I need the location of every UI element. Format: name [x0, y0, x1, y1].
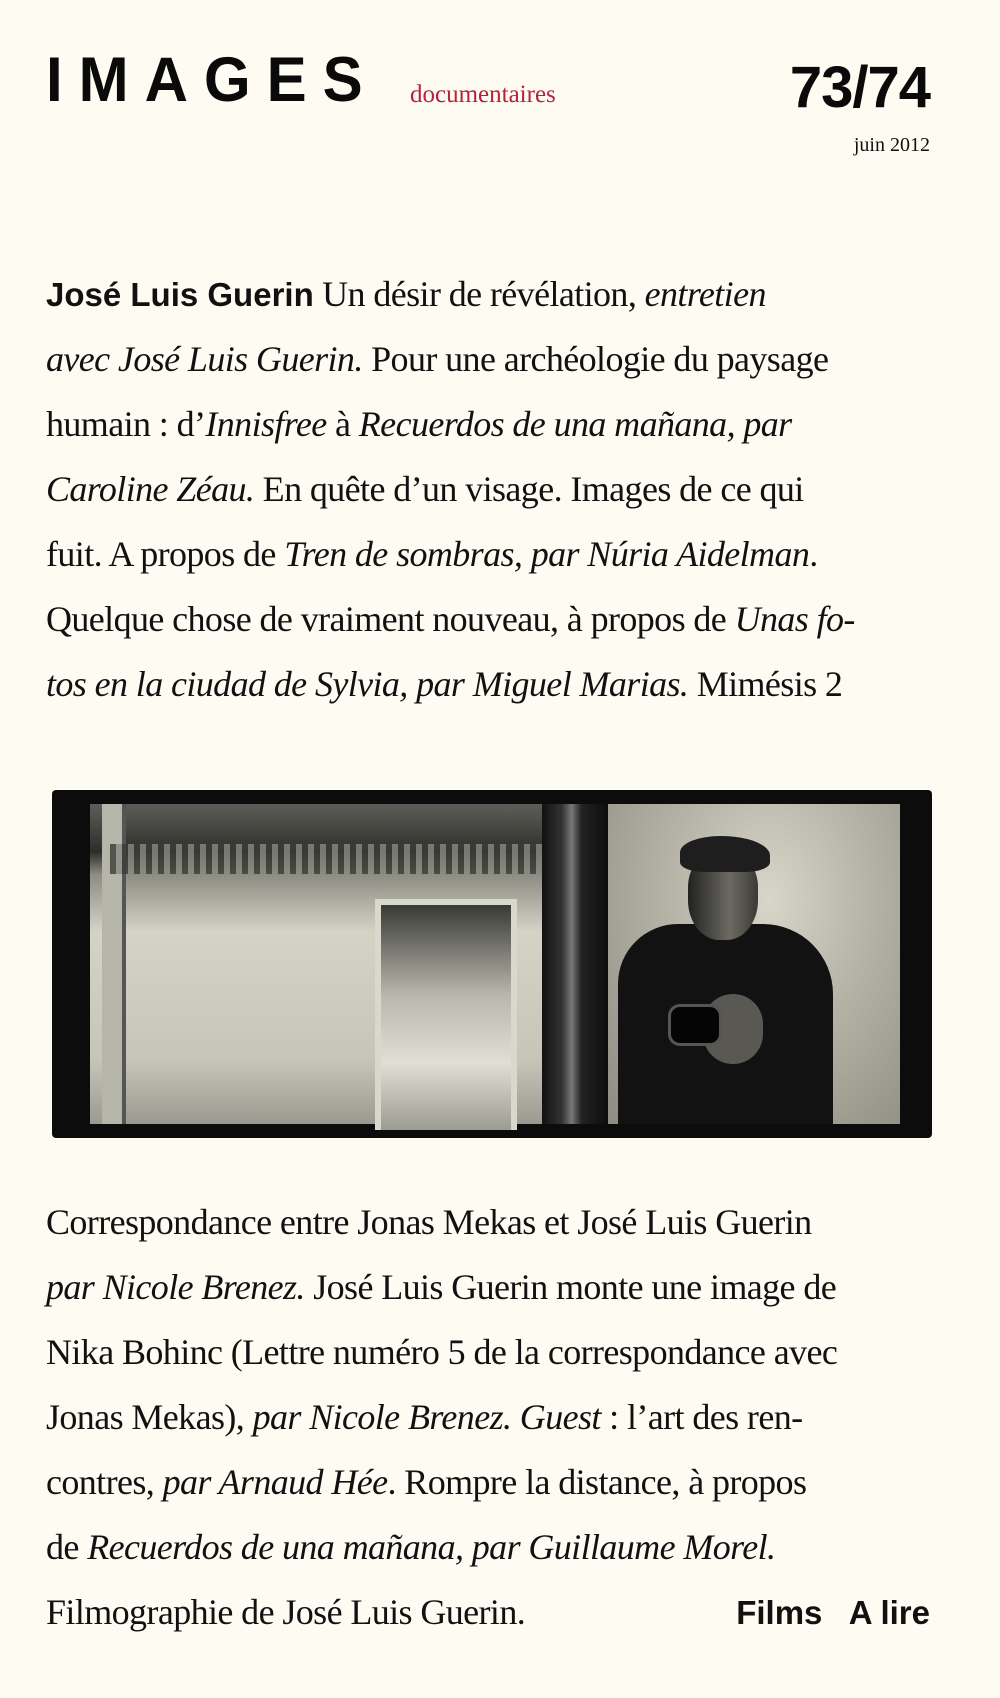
contents-line [46, 327, 930, 392]
contents-line [46, 1515, 930, 1580]
contents-line [46, 457, 930, 522]
magazine-subtitle: documentaires [410, 81, 556, 108]
contents-line [46, 652, 930, 717]
contents-text: Filmographie de José Luis Guerin. [46, 1592, 526, 1632]
photo-mirror-edge [542, 804, 608, 1124]
contents-text: tos en la ciudad de Sylvia, par Miguel Marias. [46, 664, 689, 704]
contents-text: Mimésis 2 [688, 664, 843, 704]
contents-text: Tren de sombras, par Núria Aidelman [284, 534, 810, 574]
contents-text: avec José Luis Guerin. [46, 339, 363, 379]
contents-text: Nika Bohinc (Lettre numéro 5 de la correspondance avec [46, 1332, 838, 1372]
contents-text: humain : d’ [46, 404, 206, 444]
cover-photo [52, 790, 932, 1138]
contents-text: : l’art des ren- [600, 1397, 803, 1437]
magazine-title: IMAGES [46, 44, 379, 115]
issue-date: juin 2012 [853, 134, 930, 156]
contents-line [46, 1450, 930, 1515]
issue-number: 73/74 [789, 55, 930, 120]
contents-text: par Nicole Brenez. [46, 1267, 305, 1307]
contents-text: Innisfree [205, 404, 327, 444]
contents-line [46, 1255, 930, 1320]
contents-text: Caroline Zéau. [46, 469, 255, 509]
contents-line [46, 1580, 930, 1645]
contents-text: . Rompre la distance, à propos [387, 1462, 807, 1502]
contents-text: Pour une archéologie du paysage [362, 339, 829, 379]
contents-text: Jonas Mekas), [46, 1397, 253, 1437]
contents-bottom [46, 1190, 930, 1645]
contents-text: par Nicole Brenez. Guest [252, 1397, 601, 1437]
contents-line [46, 1190, 930, 1255]
contents-text: par Arnaud Hée [162, 1462, 388, 1502]
contents-line [46, 1320, 930, 1385]
contents-text: Recuerdos de una mañana, par [358, 404, 792, 444]
contents-line [46, 262, 930, 327]
contents-line [46, 1385, 930, 1450]
contents-text: entretien [644, 274, 766, 314]
contents-line [46, 522, 930, 587]
contents-line [46, 587, 930, 652]
contents-text: Unas fo- [734, 599, 855, 639]
section-heading: Films A lire [736, 1594, 930, 1631]
doorway [375, 899, 517, 1130]
contents-text: . [809, 534, 818, 574]
contents-text: fuit. A propos de [46, 534, 285, 574]
contents-text: de [46, 1527, 88, 1567]
contents-text: En quête d’un visage. Images de ce qui [254, 469, 804, 509]
contents-text: contres, [46, 1462, 163, 1502]
section-heading: José Luis Guerin [46, 276, 314, 313]
photo-room-panel [90, 804, 542, 1124]
camera-icon [668, 1004, 722, 1046]
contents-line [46, 392, 930, 457]
contents-text: Un désir de révélation, [313, 274, 645, 314]
contents-top [46, 262, 930, 717]
contents-text: José Luis Guerin monte une image de [304, 1267, 837, 1307]
contents-text: Quelque chose de vraiment nouveau, à propos de [46, 599, 735, 639]
contents-text: à [326, 404, 359, 444]
contents-text: Correspondance entre Jonas Mekas et José Luis Guerin [46, 1202, 812, 1242]
contents-text: Recuerdos de una mañana, par Guillaume Morel. [87, 1527, 776, 1567]
masthead [0, 0, 1000, 200]
photo-portrait-panel [608, 804, 900, 1124]
